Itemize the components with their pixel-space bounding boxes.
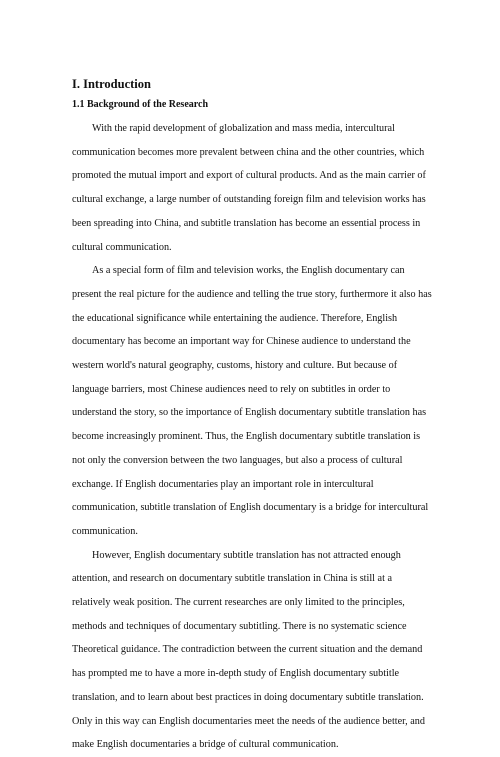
- text-line: become increasingly prominent. Thus, the English documentary subtitle translation is: [72, 431, 421, 443]
- text-line: However, English documentary subtitle translation has not attracted enough: [92, 549, 401, 561]
- text-line: exchange. If English documentaries play an important role in intercultural: [72, 478, 374, 490]
- text-line: the educational significance while entertaining the audience. Therefore, English: [72, 312, 398, 324]
- text-line: cultural exchange, a large number of outstanding foreign film and television works has: [72, 194, 426, 206]
- paragraph-1: [72, 117, 434, 259]
- text-line: attention, and research on documentary subtitle translation in China is still at a: [72, 573, 392, 585]
- section-title: 1.1 Background of the Research: [72, 99, 209, 110]
- paragraph-2: [72, 259, 434, 543]
- text-line: As a special form of film and television works, the English documentary can: [92, 265, 405, 277]
- text-line: has prompted me to have a more in-depth study of English documentary subtitle: [72, 668, 400, 680]
- paragraph-3: [72, 544, 434, 757]
- chapter-title: I. Introduction: [72, 77, 151, 91]
- text-line: western world's natural geography, customs, history and culture. But because of: [72, 360, 398, 372]
- text-line: With the rapid development of globalization and mass media, intercultural: [92, 123, 395, 134]
- text-line: make English documentaries a bridge of cultural communication.: [72, 739, 339, 751]
- text-line: documentary has become an important way for Chinese audience to understand the: [72, 336, 411, 348]
- text-line: methods and techniques of documentary subtitling. There is no systematic science: [72, 620, 407, 632]
- text-line: cultural communication.: [72, 241, 172, 253]
- text-line: language barriers, most Chinese audiences need to rely on subtitles in order to: [72, 383, 391, 395]
- text-line: relatively weak position. The current researches are only limited to the principles,: [72, 597, 405, 609]
- text-line: communication, subtitle translation of English documentary is a bridge for intercultural: [72, 502, 429, 514]
- text-line: present the real picture for the audience and telling the true story, furthermore it also has: [72, 288, 432, 300]
- text-line: Theoretical guidance. The contradiction between the current situation and the demand: [72, 644, 423, 656]
- text-line: translation, and to learn about best practices in doing documentary subtitle translation.: [72, 691, 424, 703]
- text-line: Only in this way can English documentaries meet the needs of the audience better, and: [72, 715, 425, 727]
- text-line: communication becomes more prevalent between china and the other countries, which: [72, 146, 425, 158]
- text-line: understand the story, so the importance of English documentary subtitle translation has: [72, 407, 427, 419]
- document-page: [72, 76, 434, 757]
- text-line: not only the conversion between the two languages, but also a process of cultural: [72, 454, 403, 466]
- text-line: communication.: [72, 525, 138, 537]
- text-line: promoted the mutual import and export of cultural products. And as the main carrier of: [72, 170, 426, 182]
- text-line: been spreading into China, and subtitle translation has become an essential process in: [72, 217, 421, 229]
